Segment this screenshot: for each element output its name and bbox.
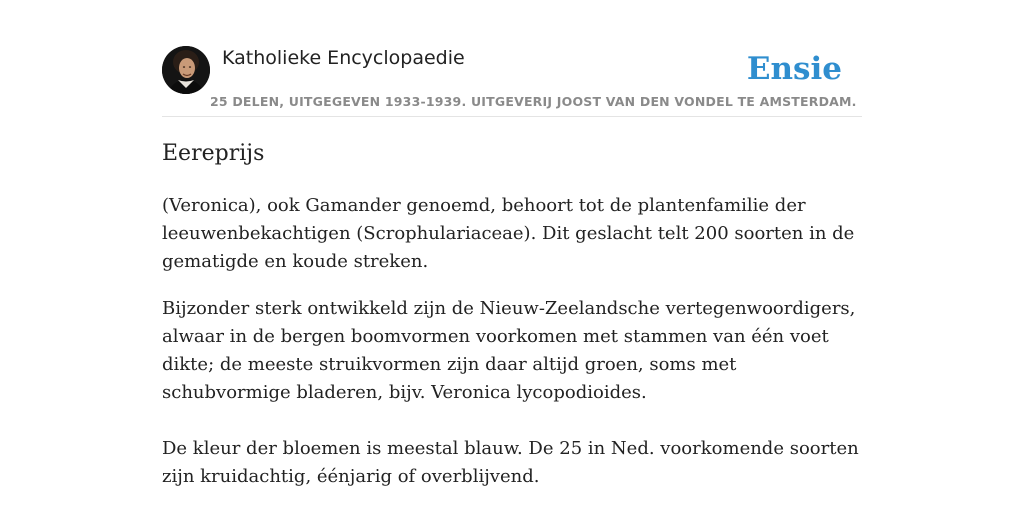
article-paragraph: (Veronica), ook Gamander genoemd, behoort tot de plantenfamilie der leeuwenbekachtigen (Scrophulariaceae). Dit geslacht telt 200 soorten in de gematigde en koude streken. [162, 195, 855, 272]
ensie-logo[interactable]: Ensie [746, 51, 842, 87]
source-avatar[interactable] [162, 46, 210, 94]
source-header [162, 46, 862, 117]
source-subtitle: 25 DELEN, UITGEGEVEN 1933-1939. UITGEVERIJ JOOST VAN DEN VONDEL TE AMSTERDAM. [210, 94, 857, 109]
article-paragraph: De kleur der bloemen is meestal blauw. De 25 in Ned. voorkomende soorten zijn kruidachtig, éénjarig of overblijvend. [162, 438, 859, 487]
article [162, 138, 862, 491]
article-title: Eereprijs [162, 141, 265, 166]
article-paragraph: Bijzonder sterk ontwikkeld zijn de Nieuw-Zeelandsche vertegenwoordigers, alwaar in de bergen boomvormen voorkomen met stammen van één voet dikte; de meeste struikvormen zijn daar altijd groen, soms met schubvormige bladeren, bijv. Veronica lycopodioides. [162, 298, 856, 403]
portrait-icon [162, 46, 210, 94]
source-title[interactable]: Katholieke Encyclopaedie [222, 47, 465, 69]
